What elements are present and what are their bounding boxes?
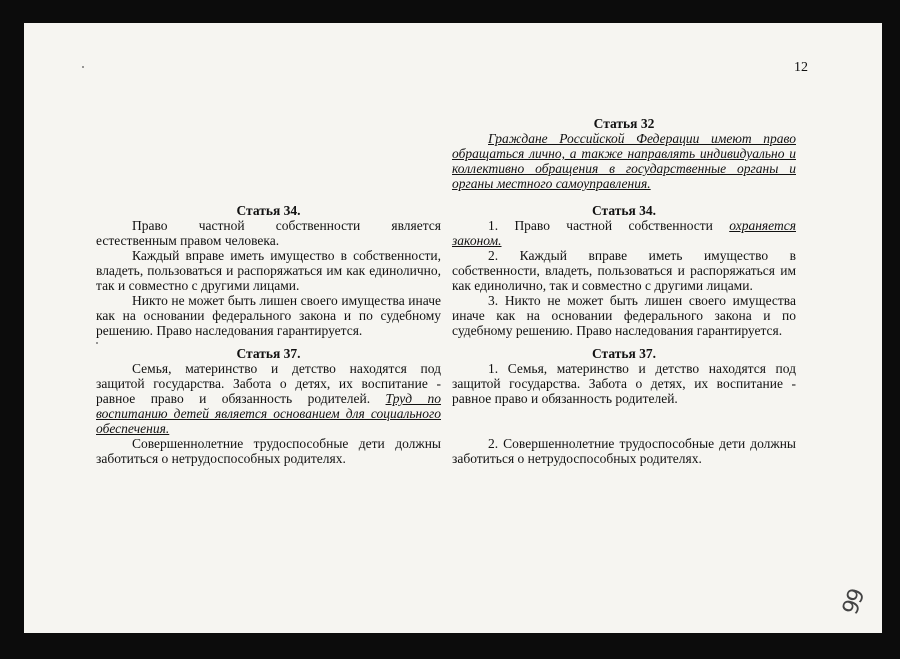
article-32-block <box>452 116 796 191</box>
left-article-37-heading: Статья 37. <box>236 346 301 361</box>
right-article-34-para-1-text: 1. Право частной собственности <box>488 218 730 233</box>
speck <box>82 66 84 68</box>
left-article-37 <box>96 346 441 466</box>
page-number: 12 <box>794 60 808 75</box>
left-article-34-para-2: Каждый вправе иметь имущество в собственности, владеть, пользоваться и распоряжаться им как единолично, так и совместно с другими лицами. <box>96 248 441 293</box>
article-32-text: Граждане Российской Федерации имеют право обращаться лично, а также направлять индивидуально и коллективно обращения в государственные органы и органы местного самоуправления. <box>452 131 796 191</box>
right-article-37 <box>452 346 796 466</box>
left-article-34-heading: Статья 34. <box>236 203 301 218</box>
right-article-34 <box>452 203 796 338</box>
handwritten-page-mark: 99 <box>838 586 870 619</box>
right-article-37-para-1: 1. Семья, материнство и детство находятся под защитой государства. Забота о детях, их воспитание - равное право и обязанность родителей. <box>452 361 796 406</box>
left-article-34 <box>96 203 441 338</box>
right-article-37-heading: Статья 37. <box>591 346 657 361</box>
left-article-34-para-3: Никто не может быть лишен своего имущества иначе как на основании федерального закона и по судебному решению. Право наследования гарантируется. <box>96 293 441 338</box>
left-article-34-para-1: Право частной собственности является естественным правом человека. <box>96 218 441 248</box>
right-article-37-para-2: 2. Совершеннолетние трудоспособные дети должны заботиться о нетрудоспособных родителях. <box>452 436 796 466</box>
right-article-34-para-1 <box>452 218 796 248</box>
article-32-heading: Статья 32 <box>593 116 655 131</box>
right-article-34-para-1-amendment: охраняется законом. <box>452 218 796 248</box>
left-article-37-para-1 <box>96 361 441 436</box>
left-article-37-para-2: Совершеннолетние трудоспособные дети должны заботиться о нетрудоспособных родителях. <box>96 436 441 466</box>
right-article-34-para-3: 3. Никто не может быть лишен своего имущества иначе как на основании федерального закона и по судебному решению. Право наследования гарантируется. <box>452 293 796 338</box>
right-article-34-heading: Статья 34. <box>591 203 657 218</box>
right-article-34-para-2: 2. Каждый вправе иметь имущество в собственности, владеть, пользоваться и распоряжаться им как единолично, так и совместно с другими лицами. <box>452 248 796 293</box>
left-article-37-para-1-amendment: Труд по воспитанию детей является основанием для социального обеспечения. <box>96 391 442 436</box>
speck <box>96 342 98 344</box>
left-article-37-para-1-text: Семья, материнство и детство находятся под защитой государства. Забота о детях, их воспитание - равное право и обязанность родителей. <box>96 361 441 406</box>
